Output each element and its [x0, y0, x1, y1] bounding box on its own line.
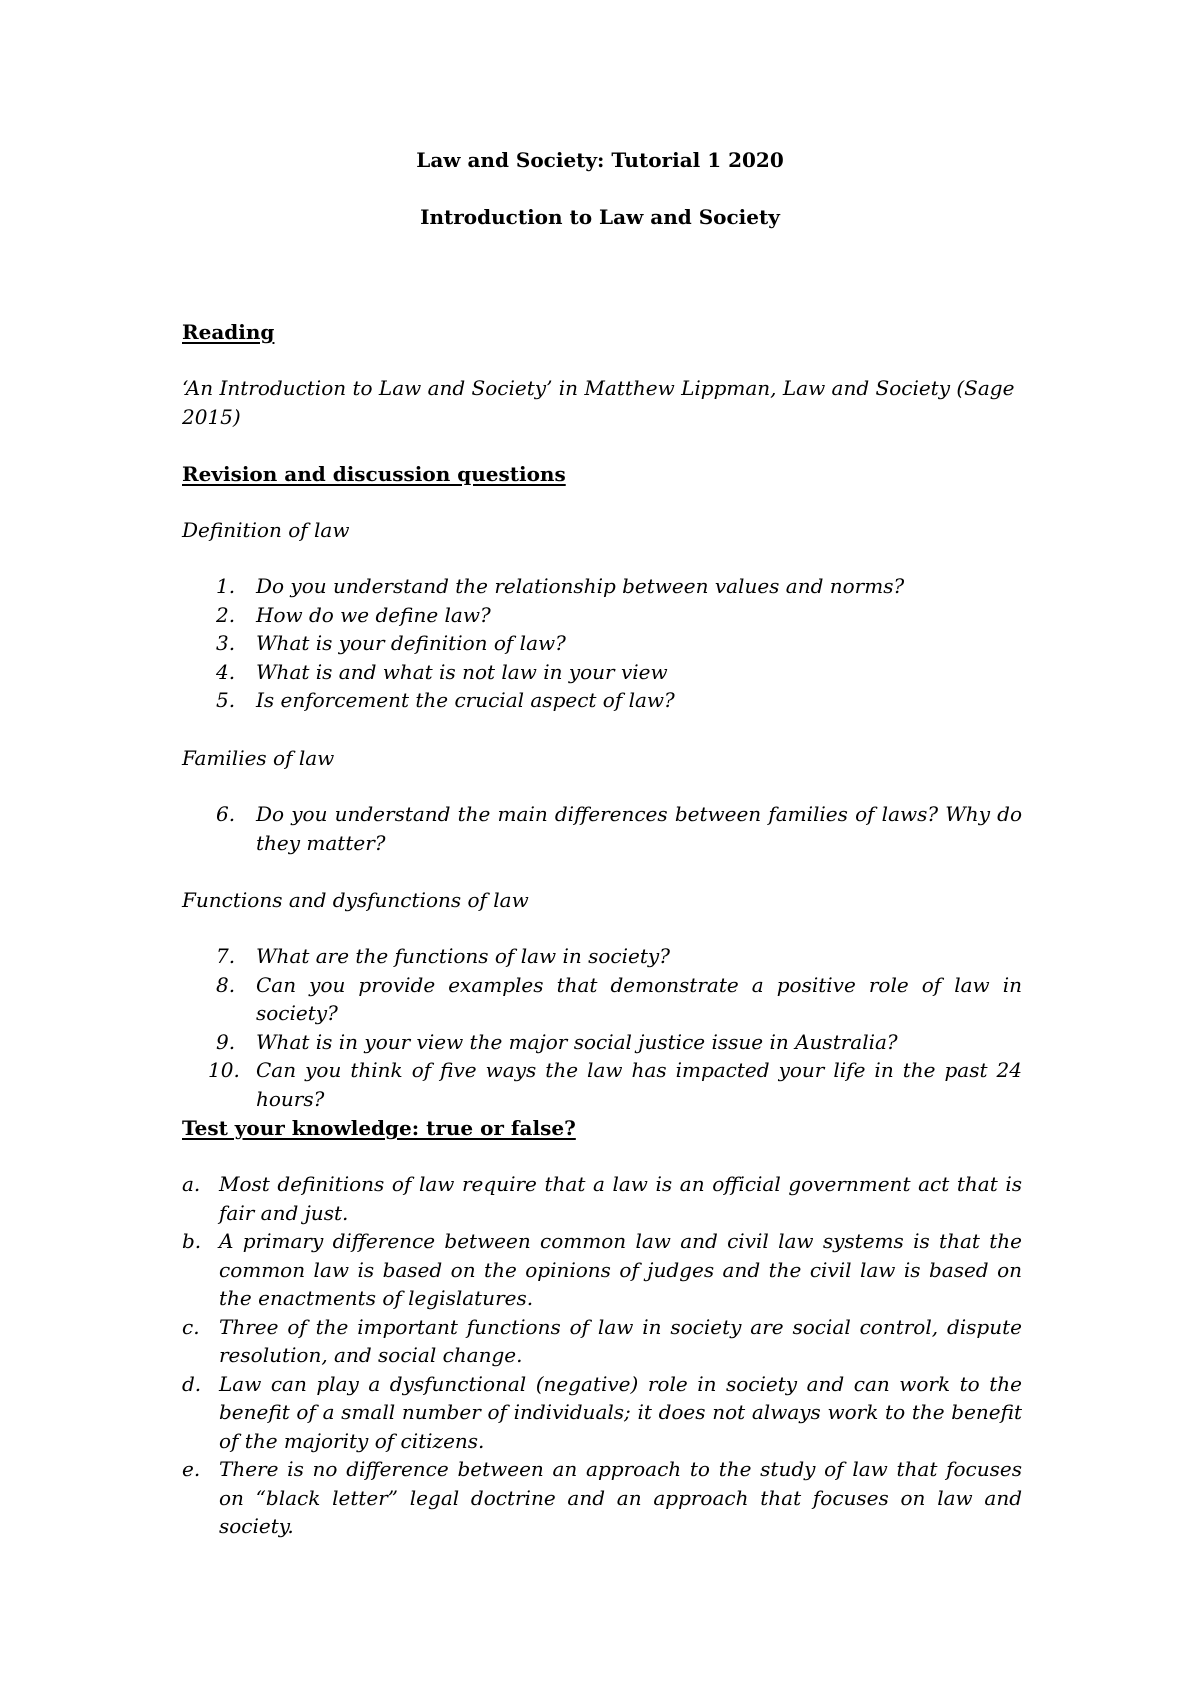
question-item: [182, 601, 1022, 630]
question-item: [182, 1028, 1022, 1057]
statement-text: A primary difference between common law and civil law systems is that the common law is based on the opinions of judges and the civil law is based on the enactments of legislatures.: [219, 1229, 1022, 1310]
statement-text: Law can play a dysfunctional (negative) role in society and can work to the benefit of a small number of individuals; it does not always work to the benefit of the majority of citizens.: [219, 1371, 1022, 1453]
statement-letter: b.: [182, 1229, 202, 1253]
statement-item: [182, 1170, 1022, 1227]
reading-text: ‘An Introduction to Law and Society’ in Matthew Lippman, Law and Society (Sage 2015): [182, 376, 1015, 429]
statement-letter: e.: [182, 1457, 201, 1481]
question-text: How do we define law?: [256, 602, 491, 627]
question-text: Can you think of five ways the law has impacted your life in the past 24 hours?: [256, 1058, 1022, 1111]
reading-heading: Reading: [182, 320, 275, 344]
question-text: Can you provide examples that demonstrate a positive role of law in society?: [256, 972, 1022, 1025]
test-heading: Test your knowledge: true or false?: [182, 1116, 576, 1140]
question-item: [182, 572, 1022, 601]
statement-item: [182, 1313, 1022, 1370]
question-item: [182, 942, 1022, 971]
question-list-functions: [182, 942, 1022, 1113]
question-number: 8.: [216, 972, 236, 997]
section-title-functions: Functions and dysfunctions of law: [182, 888, 529, 912]
question-list-definition: [182, 572, 1022, 715]
question-number: 7.: [216, 944, 236, 968]
true-false-list: [182, 1170, 1022, 1541]
question-item: [182, 629, 1022, 658]
question-item: [182, 1056, 1022, 1113]
question-text: Is enforcement the crucial aspect of law?: [256, 688, 675, 712]
question-number: 9.: [216, 1029, 236, 1054]
section-title-definition: Definition of law: [182, 518, 350, 542]
question-number: 2.: [216, 602, 236, 627]
question-number: 6.: [216, 802, 236, 826]
question-item: [182, 686, 1022, 715]
question-text: Do you understand the relationship between values and norms?: [256, 574, 905, 598]
question-item: [182, 658, 1022, 687]
question-text: What are the functions of law in society?: [256, 944, 670, 968]
statement-letter: c.: [182, 1314, 200, 1339]
statement-letter: d.: [182, 1371, 202, 1396]
question-number: 4.: [216, 659, 236, 684]
question-text: What is your definition of law?: [256, 631, 566, 655]
question-text: What is in your view the major social justice issue in Australia?: [256, 1029, 898, 1054]
document-title: Law and Society: Tutorial 1 2020: [416, 148, 784, 172]
question-item: [182, 971, 1022, 1028]
question-number: 3.: [216, 631, 236, 655]
document-subtitle: Introduction to Law and Society: [420, 205, 780, 229]
statement-item: [182, 1227, 1022, 1313]
question-number: 1.: [216, 574, 236, 598]
question-number: 5.: [216, 688, 236, 712]
question-text: Do you understand the main differences between families of laws? Why do they matter?: [256, 802, 1022, 855]
section-title-families: Families of law: [182, 746, 335, 770]
revision-heading: Revision and discussion questions: [182, 462, 566, 486]
statement-letter: a.: [182, 1172, 201, 1196]
statement-text: Most definitions of law require that a law is an official government act that is fair and just.: [219, 1172, 1022, 1225]
question-list-families: [182, 800, 1022, 857]
question-number: 10.: [208, 1058, 240, 1082]
statement-item: [182, 1370, 1022, 1456]
statement-item: [182, 1455, 1022, 1541]
question-item: [182, 800, 1022, 857]
statement-text: There is no difference between an approach to the study of law that focuses on “black letter” legal doctrine and an approach that focuses on law and society.: [219, 1457, 1022, 1538]
statement-text: Three of the important functions of law in society are social control, dispute resolution, and social change.: [219, 1314, 1022, 1367]
question-text: What is and what is not law in your view: [256, 659, 668, 684]
